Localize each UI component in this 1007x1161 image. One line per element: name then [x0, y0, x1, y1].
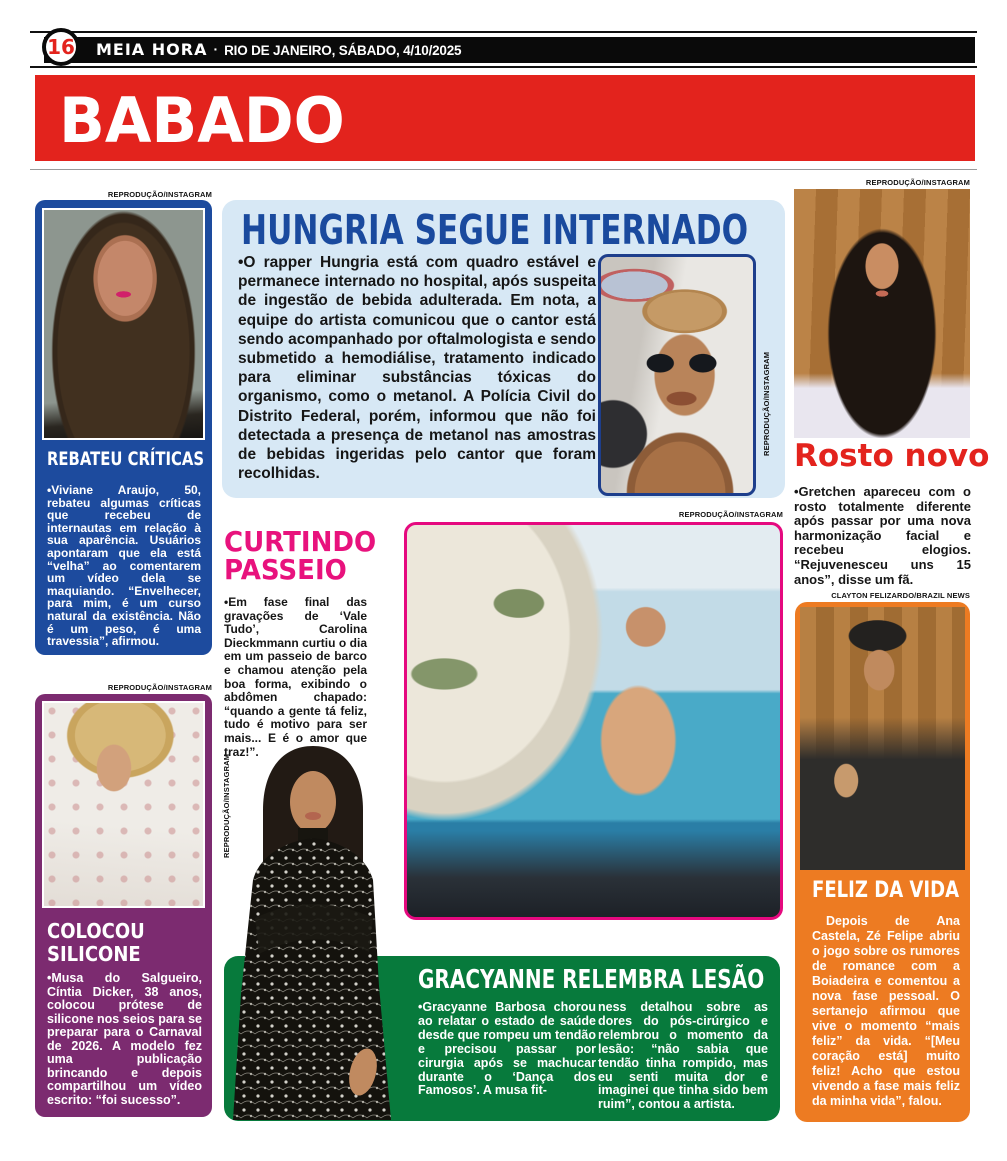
zefelipe-body: Depois de Ana Castela, Zé Felipe abriu o jogo sobre os rumores de romance com a Boiadeira e comentou a nova fase pessoal. O sertanejo afirmou que vive o momento “mais feliz” da vida. “[Meu coração está] muito feliz! Acho que estou vivendo a fase mais feliz da minha vida”, falou. — [812, 914, 960, 1108]
gracyanne-body-col2: ness detalhou sobre as dores do pós-cirúrgico e relembrou o momento da lesão: “não sabia que tendão tinha rompido, mas eu senti muita dor e imaginei que tinha sido bem ruim”, contou a artista. — [598, 1000, 768, 1112]
gretchen-headline: Rosto novo — [794, 438, 990, 474]
photo-credit: REPRODUÇÃO/INSTAGRAM — [107, 683, 212, 692]
hungria-headline: HUNGRIA SEGUE INTERNADO — [241, 206, 749, 254]
page-number-badge — [42, 28, 80, 66]
gracyanne-body-col1: •Gracyanne Barbosa chorou ao relatar o estado de saúde desde que rompeu um tendão e precisou passar por cirurgia após se machucar durante o ‘Dança dos Famosos’. A musa fit- — [418, 1000, 596, 1098]
section-title: BABADO — [59, 84, 345, 157]
zefelipe-photo — [800, 607, 965, 870]
carolina-body: •Em fase final das gravações de ‘Vale Tudo’, Carolina Dieckmmann curtiu o dia em um passeio de barco e chamou atenção pela boa forma, exibindo o abdômen chapado: “quando a gente tá feliz, tudo é motivo para ser mais... E é o amor que traz!”. — [224, 595, 367, 759]
viviane-body: •Viviane Araujo, 50, rebateu algumas críticas que recebeu de internautas em relação à sua aparência. Usuários apontaram que ela está “velha” ao comentarem um vídeo dela se maquiando. “Envelhecer, para mim, é um curso natural da existência. Não é um peso, é uma travessia”, afirmou. — [47, 483, 201, 649]
masthead: MEIA HORA — [96, 40, 208, 59]
zefelipe-headline: FELIZ DA VIDA — [812, 878, 960, 903]
cintia-body: •Musa do Salgueiro, Cíntia Dicker, 38 anos, colocou prótese de silicone nos seios para se preparar para o Carnaval de 2026. A modelo fez uma publicação brincando e depois compartilhou um vídeo escrito: “foi sucesso”. — [47, 971, 202, 1107]
cintia-headline: COLOCOU SILICONE — [47, 919, 145, 966]
gracyanne-headline: GRACYANNE RELEMBRA LESÃO — [418, 965, 765, 995]
carolina-headline: CURTINDO PASSEIO — [224, 525, 377, 586]
masthead-separator: · — [213, 41, 219, 57]
hungria-body: •O rapper Hungria está com quadro estável e permanece internado no hospital, após suspeita de ingestão de bebida adulterada. Em nota, a equipe do artista comunicou que o cantor está sendo acompanhado por oftalmologista e sendo submetido a hemodiálise, tratamento indicado para eliminar substâncias tóxicas do organismo, como o metanol. A Polícia Civil do Distrito Federal, porém, informou que não foi detectada a presença de metanol nas amostras de bebidas ingeridas pelo cantor que foram recolhidas. — [238, 254, 596, 483]
gretchen-photo — [794, 189, 970, 438]
article-zefelipe — [795, 602, 970, 1122]
photo-credit: REPRODUÇÃO/INSTAGRAM — [865, 178, 970, 187]
gracyanne-photo — [213, 742, 413, 1124]
viviane-photo — [42, 208, 205, 440]
dateline: RIO DE JANEIRO, SÁBADO, 4/10/2025 — [224, 43, 462, 58]
photo-credit: REPRODUÇÃO/INSTAGRAM — [107, 190, 212, 199]
section-banner — [35, 75, 975, 161]
photo-credit: CLAYTON FELIZARDO/BRAZIL NEWS — [831, 591, 970, 600]
hungria-photo — [598, 254, 756, 496]
page-number: 16 — [47, 35, 75, 59]
banner-rule — [30, 169, 977, 170]
article-viviane — [35, 200, 212, 655]
header-top-rule — [30, 31, 977, 33]
masthead-row — [96, 40, 461, 60]
photo-credit: REPRODUÇÃO/INSTAGRAM — [762, 351, 771, 456]
article-cintia — [35, 694, 212, 1117]
article-hungria — [222, 200, 785, 498]
photo-credit: REPRODUÇÃO/INSTAGRAM — [678, 510, 783, 519]
photo-credit: REPRODUÇÃO/INSTAGRAM — [222, 753, 231, 858]
header-bottom-rule — [30, 66, 977, 68]
viviane-headline: REBATEU CRÍTICAS — [47, 448, 205, 470]
gretchen-body: •Gretchen apareceu com o rosto totalmente diferente após passar por uma nova harmonização facial e recebeu elogios. “Rejuvenesceu uns 15 anos”, disse um fã. — [794, 484, 971, 587]
carolina-photo — [404, 522, 783, 920]
cintia-photo — [42, 701, 205, 908]
